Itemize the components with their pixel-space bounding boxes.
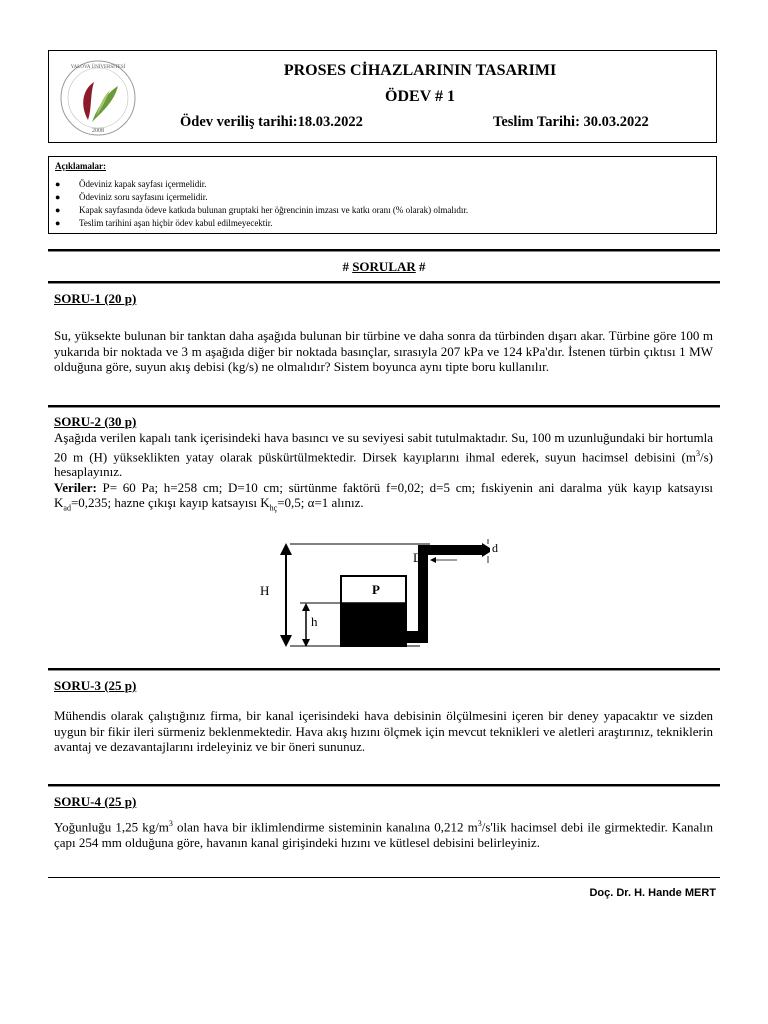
tank-diagram: [250, 535, 510, 655]
question-2-title: SORU-2 (30 p): [54, 414, 137, 429]
questions-heading: # SORULAR #: [342, 259, 426, 274]
logo-text: YALOVA ÜNİVERSİTESİ: [70, 65, 126, 70]
notes-list: [55, 178, 468, 230]
divider: [48, 784, 720, 786]
question-3-title: SORU-3 (25 p): [54, 678, 137, 693]
course-title: PROSES CİHAZLARININ TASARIMI: [283, 62, 557, 79]
divider: [48, 877, 720, 878]
due-date: Teslim Tarihi: 30.03.2022: [493, 114, 649, 130]
note-item: ● Teslim tarihini aşan hiçbir ödev kabul edilmeyecektir.: [55, 218, 273, 228]
note-item: ● Ödeviniz soru sayfasını içermelidir.: [55, 192, 208, 202]
signature: Doç. Dr. H. Hande MERT: [589, 887, 716, 899]
divider: [48, 668, 720, 670]
divider: [48, 405, 720, 407]
note-item: ● Kapak sayfasında ödeve katkıda bulunan gruptaki her öğrencinin imzası ve katkı oranı (% olarak) olmalıdır.: [55, 205, 469, 215]
label-D: D: [413, 550, 423, 565]
issue-date: Ödev veriliş tarihi:18.03.2022: [180, 114, 363, 130]
label-h: h: [311, 614, 318, 629]
university-logo: [58, 58, 138, 138]
question-4-text: Yoğunluğu 1,25 $kg/m^3$ olan hava bir iklimlendirme sisteminin kanalına 0,212 $m^3/s'lik$ hacimsel debi ile girmektedir. Kanalın çapı 254 mm olduğuna göre, havanın kanal girişindeki hızını ve kütlesel debisini belirleyiniz.: [54, 819, 713, 850]
note-item: ● Ödeviniz kapak sayfası içermelidir.: [55, 179, 207, 189]
label-P: P: [372, 582, 380, 597]
label-d: d: [492, 541, 498, 555]
notes-box: [48, 156, 717, 234]
notes-heading: Açıklamalar:: [55, 161, 106, 171]
label-H: H: [260, 583, 270, 598]
divider: [48, 249, 720, 251]
assignment-title: ÖDEV # 1: [385, 88, 455, 105]
question-1-title: SORU-1 (20 p): [54, 291, 137, 306]
question-2-text: Aşağıda verilen kapalı tank içerisindeki hava basıncı ve su seviyesi sabit tutulmaktadır. Su, 100 m uzunluğundaki bir hortumla 20 m (H) yükseklikten yatay olarak püskürtülmektedir. Dirsek kayıplarını ihmal ederek, suyun hacimsel debisini $(m^3/s)$ hesaplayınız. Veriler: P= 60 Pa; h=258 cm; D=10 cm; sürtünme faktörü f=0,02; d=5 cm; fıskiyenin ani daralma yük kayıp katsayısı $K_{ad}=0,235$; hazne çıkışı kayıp katsayısı $K_{hç}=0,5$; α=1 alınız.: [54, 430, 713, 513]
question-3-text: Mühendis olarak çalıştığınız firma, bir kanal içerisindeki hava debisinin ölçülmesini içeren bir deney yapacaktır ve sizden uygun bir fikir ileri sürmeniz beklenmektedir. Hava akış hızını ölçmek için mevcut teknikleri ve aletleri araştırınız, tekniklerin avantaj ve dezavantajlarını irdeleyiniz ve bir öneri sununuz.: [54, 708, 713, 754]
divider: [48, 281, 720, 283]
logo-year: 2008: [92, 128, 104, 134]
question-1-text: Su, yüksekte bulunan bir tanktan daha aşağıda bulunan bir türbine ve daha sonra da türbinden dışarı akar. Türbine göre 100 m yukarıda bir noktada ve 3 m aşağıda diğer bir noktada basınçlar, sırasıyla 207 kPa ve 124 kPa'dır. İstenen türbin çıktısı 1 MW olduğuna göre, suyun akış debisi (kg/s) ne olmalıdır? Sistem boyunca aynı tipte boru kullanılır.: [54, 328, 713, 374]
question-4-title: SORU-4 (25 p): [54, 794, 137, 809]
